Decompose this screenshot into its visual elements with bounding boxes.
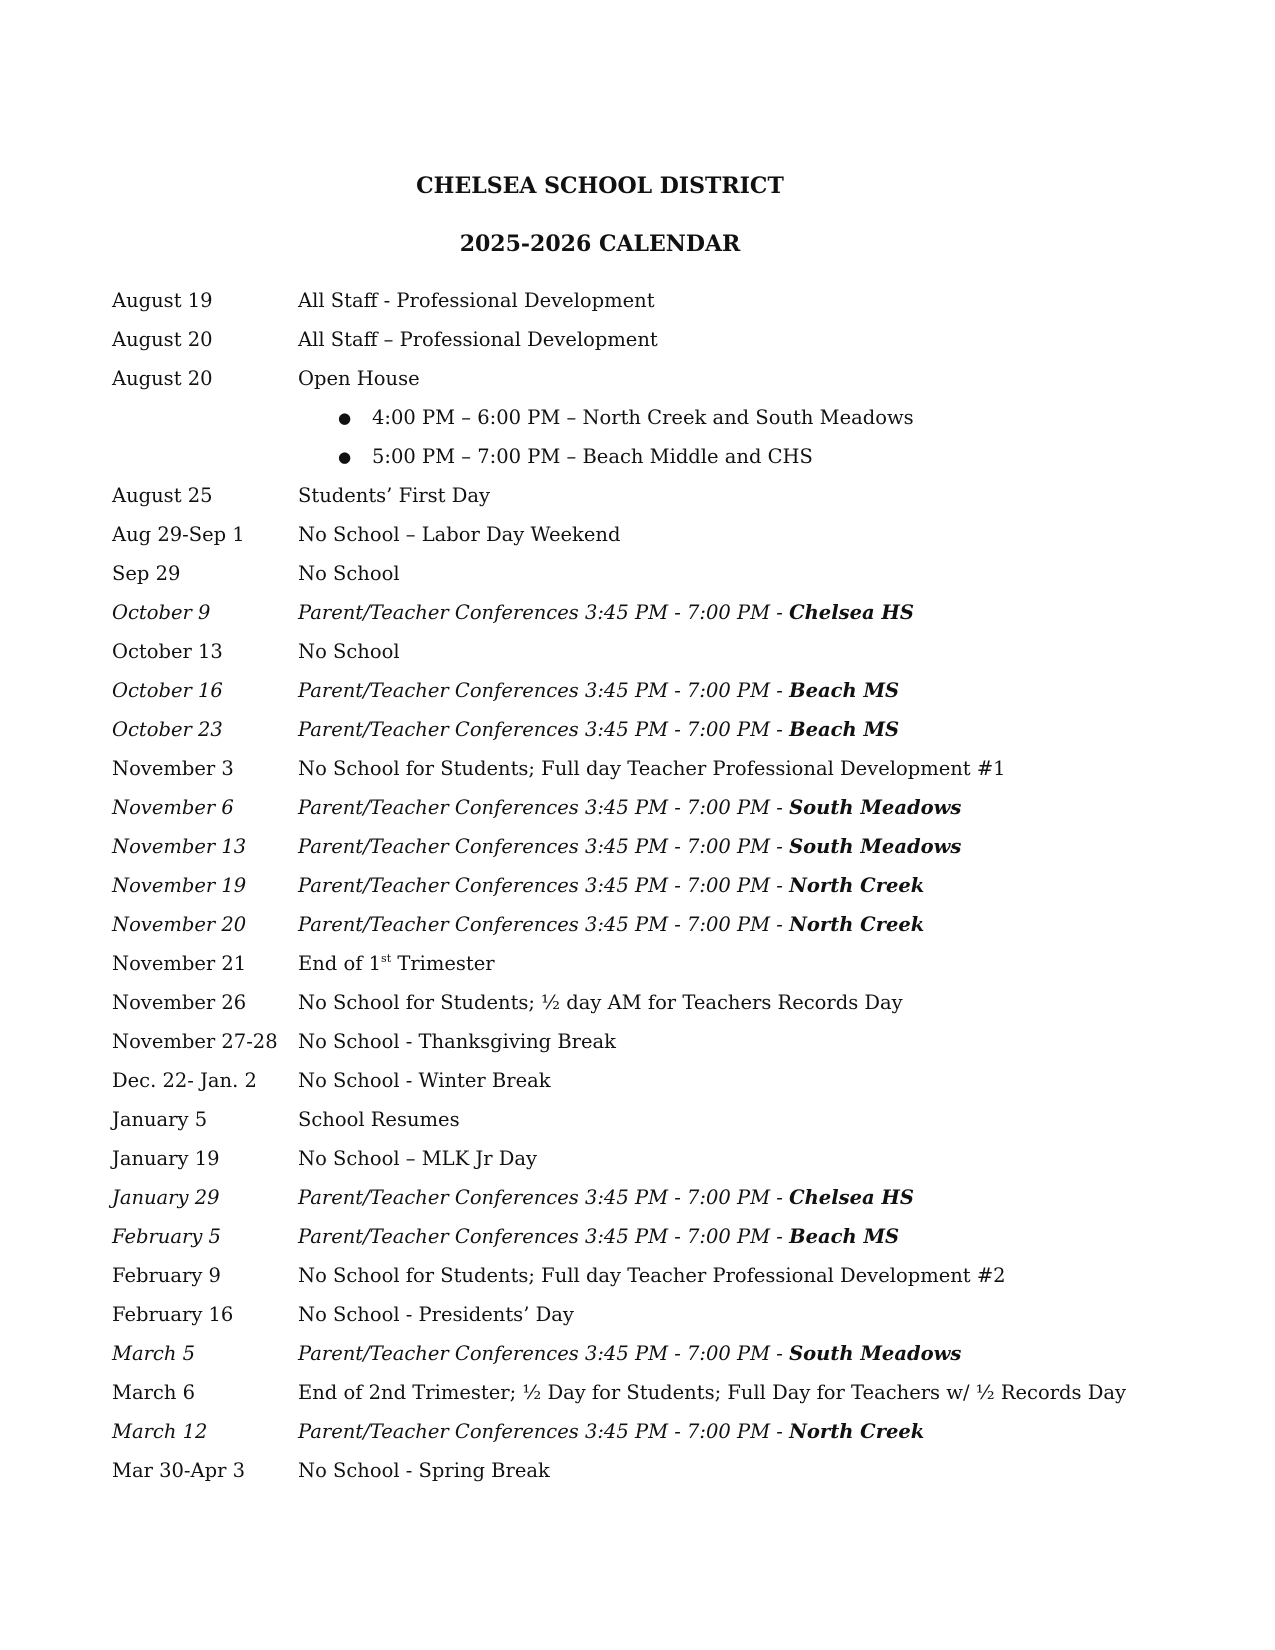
event-description [298, 1222, 899, 1252]
calendar-row [112, 1066, 1242, 1105]
event-description: No School - Thanksgiving Break [298, 1030, 616, 1053]
conference-row [112, 832, 1242, 871]
event-date: January 5 [112, 1108, 208, 1131]
conference-row [112, 598, 1242, 637]
event-date: August 20 [112, 328, 213, 351]
calendar-list [112, 286, 1242, 1495]
bullet-icon: ● [338, 448, 352, 466]
open-house-bullet [112, 403, 1242, 442]
event-date: November 27-28 [112, 1030, 278, 1053]
event-date: January 29 [112, 1186, 220, 1209]
conference-text: Parent/Teacher Conferences 3:45 PM - 7:00 PM - [298, 679, 790, 702]
event-description: No School – MLK Jr Day [298, 1147, 537, 1170]
conference-location: Beach MS [789, 1225, 900, 1248]
event-date: November 20 [112, 913, 247, 936]
calendar-row [112, 637, 1242, 676]
event-description [298, 949, 495, 979]
calendar-row [112, 559, 1242, 598]
conference-location: North Creek [789, 1420, 925, 1443]
conference-text: Parent/Teacher Conferences 3:45 PM - 7:00 PM - [298, 913, 790, 936]
conference-location: Beach MS [789, 679, 900, 702]
event-date: October 16 [112, 679, 223, 702]
calendar-row [112, 1144, 1242, 1183]
event-date: November 21 [112, 952, 247, 975]
event-description [298, 1339, 961, 1369]
event-date: October 23 [112, 718, 223, 741]
conference-location: South Meadows [789, 1342, 962, 1365]
conference-text: Parent/Teacher Conferences 3:45 PM - 7:00 PM - [298, 1342, 790, 1365]
event-description [298, 598, 914, 628]
event-date: November 19 [112, 874, 247, 897]
event-description: End of 2nd Trimester; ½ Day for Students; Full Day for Teachers w/ ½ Records Day [298, 1381, 1126, 1404]
conference-location: Chelsea HS [789, 601, 914, 624]
conference-location: South Meadows [789, 835, 962, 858]
trimester-text-post: Trimester [391, 952, 495, 975]
event-date: August 19 [112, 289, 213, 312]
conference-row [112, 1222, 1242, 1261]
conference-row [112, 1339, 1242, 1378]
bullet-icon: ● [338, 409, 352, 427]
calendar-row [112, 1300, 1242, 1339]
event-date: March 5 [112, 1342, 195, 1365]
calendar-row [112, 520, 1242, 559]
event-date: August 20 [112, 367, 213, 390]
event-description: Open House [298, 367, 420, 390]
conference-row [112, 871, 1242, 910]
conference-location: North Creek [789, 874, 925, 897]
conference-location: South Meadows [789, 796, 962, 819]
event-description: No School - Presidents’ Day [298, 1303, 574, 1326]
event-description: All Staff - Professional Development [298, 289, 655, 312]
open-house-bullet [112, 442, 1242, 481]
event-description: No School for Students; ½ day AM for Teachers Records Day [298, 991, 903, 1014]
event-date: Dec. 22- Jan. 2 [112, 1069, 257, 1092]
event-date: February 9 [112, 1264, 221, 1287]
conference-location: Beach MS [789, 718, 900, 741]
event-description: No School [298, 562, 400, 585]
event-date: November 26 [112, 991, 247, 1014]
event-description [298, 793, 961, 823]
conference-location: North Creek [789, 913, 925, 936]
conference-row [112, 1417, 1242, 1456]
event-date: November 13 [112, 835, 247, 858]
event-description [298, 910, 924, 940]
event-description: 4:00 PM – 6:00 PM – North Creek and South Meadows [372, 406, 914, 429]
conference-row [112, 910, 1242, 949]
conference-text: Parent/Teacher Conferences 3:45 PM - 7:00 PM - [298, 874, 790, 897]
event-description [298, 871, 924, 901]
district-title: CHELSEA SCHOOL DISTRICT [416, 173, 784, 199]
calendar-row [112, 754, 1242, 793]
conference-row [112, 715, 1242, 754]
calendar-row [112, 364, 1242, 403]
calendar-row [112, 1027, 1242, 1066]
conference-text: Parent/Teacher Conferences 3:45 PM - 7:00 PM - [298, 796, 790, 819]
event-description: No School – Labor Day Weekend [298, 523, 621, 546]
calendar-row [112, 325, 1242, 364]
trimester-text-pre: End of 1 [298, 952, 382, 975]
event-date: November 6 [112, 796, 234, 819]
event-description: School Resumes [298, 1108, 460, 1131]
event-description [298, 1417, 924, 1447]
conference-text: Parent/Teacher Conferences 3:45 PM - 7:00 PM - [298, 1420, 790, 1443]
event-description: No School [298, 640, 400, 663]
event-date: October 9 [112, 601, 211, 624]
event-date: Mar 30-Apr 3 [112, 1459, 246, 1482]
event-date: August 25 [112, 484, 213, 507]
event-description: 5:00 PM – 7:00 PM – Beach Middle and CHS [372, 445, 813, 468]
calendar-row [112, 1261, 1242, 1300]
calendar-row [112, 949, 1242, 988]
event-description: Students’ First Day [298, 484, 490, 507]
event-description: No School - Spring Break [298, 1459, 550, 1482]
conference-text: Parent/Teacher Conferences 3:45 PM - 7:00 PM - [298, 601, 790, 624]
calendar-row [112, 286, 1242, 325]
conference-row [112, 676, 1242, 715]
calendar-row [112, 481, 1242, 520]
event-description [298, 676, 899, 706]
event-description: All Staff – Professional Development [298, 328, 658, 351]
event-date: January 19 [112, 1147, 220, 1170]
event-date: February 16 [112, 1303, 234, 1326]
event-date: Aug 29-Sep 1 [112, 523, 245, 546]
calendar-row [112, 1456, 1242, 1495]
event-date: October 13 [112, 640, 223, 663]
event-description [298, 832, 961, 862]
calendar-row [112, 1378, 1242, 1417]
event-description: No School for Students; Full day Teacher Professional Development #1 [298, 757, 1006, 780]
conference-text: Parent/Teacher Conferences 3:45 PM - 7:00 PM - [298, 1225, 790, 1248]
event-description: No School - Winter Break [298, 1069, 551, 1092]
calendar-row [112, 988, 1242, 1027]
event-date: March 12 [112, 1420, 208, 1443]
event-date: November 3 [112, 757, 234, 780]
event-date: February 5 [112, 1225, 221, 1248]
event-description [298, 1183, 914, 1213]
conference-row [112, 1183, 1242, 1222]
conference-text: Parent/Teacher Conferences 3:45 PM - 7:00 PM - [298, 1186, 790, 1209]
event-date: March 6 [112, 1381, 195, 1404]
calendar-row [112, 1105, 1242, 1144]
calendar-title: 2025-2026 CALENDAR [459, 231, 741, 257]
conference-row [112, 793, 1242, 832]
conference-text: Parent/Teacher Conferences 3:45 PM - 7:00 PM - [298, 718, 790, 741]
event-description [298, 715, 899, 745]
ordinal-suffix: st [381, 952, 392, 965]
conference-text: Parent/Teacher Conferences 3:45 PM - 7:00 PM - [298, 835, 790, 858]
conference-location: Chelsea HS [789, 1186, 914, 1209]
event-description: No School for Students; Full day Teacher Professional Development #2 [298, 1264, 1006, 1287]
event-date: Sep 29 [112, 562, 181, 585]
